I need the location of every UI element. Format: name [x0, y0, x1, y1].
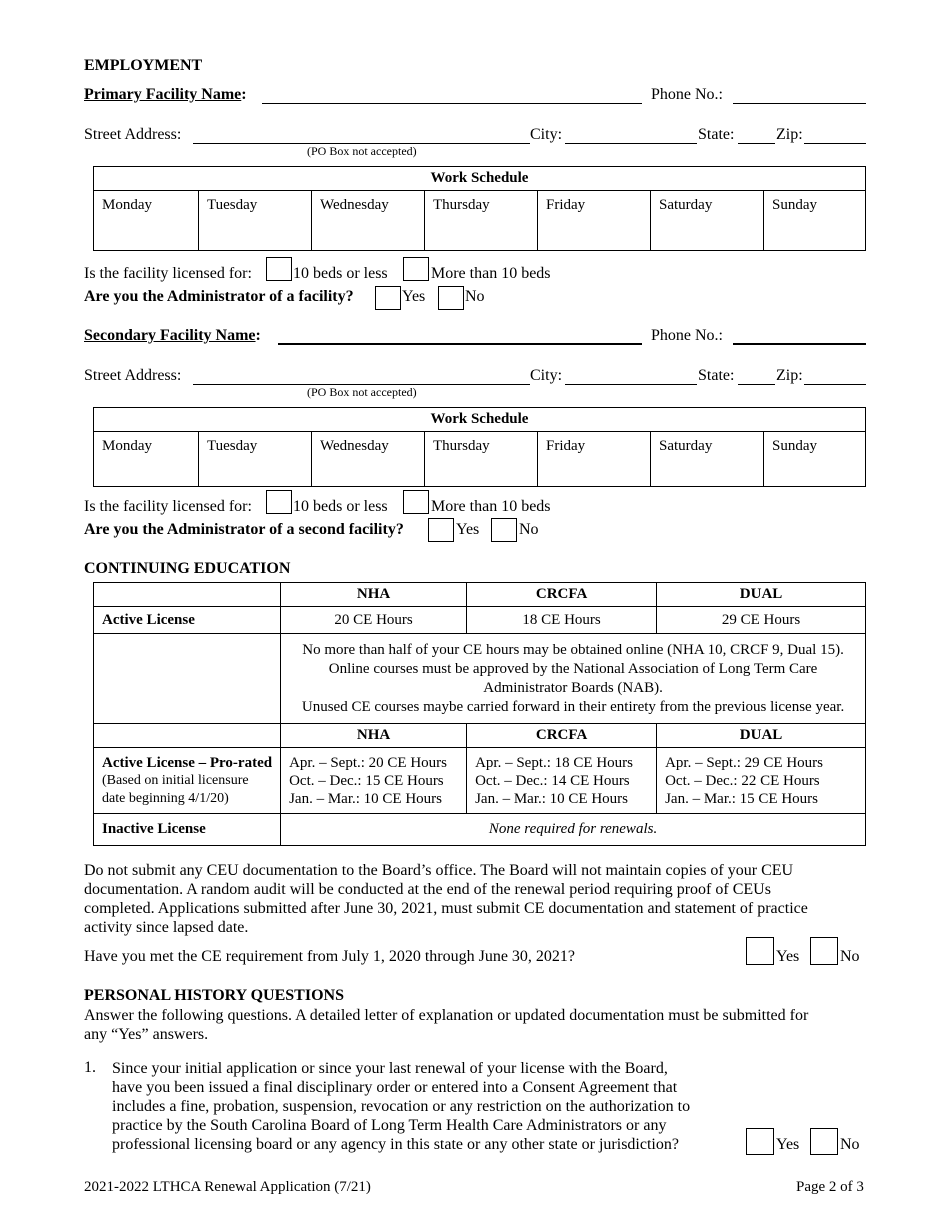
secondary-admin-yes-checkbox[interactable]	[428, 518, 454, 542]
secondary-admin-yes-label: Yes	[456, 521, 480, 538]
ce-no-checkbox[interactable]	[810, 937, 838, 965]
history-q1-text: Since your initial application or since your last renewal of your license with the Board, have you been issued a final disciplinary order or entered into a Consent Agreement that includes a fine, probation, suspension, revocation or any restriction on the authorization to practice by the South Carolina Board of Long Term Health Care Administrators or any professional licensing board or any agency in this state or any other state or jurisdiction?	[112, 1060, 691, 1153]
ce-note-line: Online courses must be approved by the National Association of Long Term Care	[328, 660, 818, 677]
secondary-state-label: State:	[698, 367, 735, 384]
primary-state-label: State:	[698, 126, 735, 143]
ce-inactive-label: Inactive License	[94, 814, 281, 846]
history-q1-number: 1.	[84, 1059, 96, 1076]
ce-prorated-nha: Apr. – Sept.: 20 CE Hours Oct. – Dec.: 15 CE Hours Jan. – Mar.: 10 CE Hours	[281, 748, 467, 814]
primary-city-label: City:	[530, 126, 563, 143]
ce-yes-checkbox[interactable]	[746, 937, 774, 965]
schedule-day-monday[interactable]: Monday	[94, 191, 199, 251]
ce-heading: CONTINUING EDUCATION	[84, 560, 291, 577]
secondary-10-beds-label: 10 beds or less	[293, 498, 388, 515]
ce-prorated-dual: Apr. – Sept.: 29 CE Hours Oct. – Dec.: 22 CE Hours Jan. – Mar.: 15 CE Hours	[657, 748, 866, 814]
primary-more-beds-label: More than 10 beds	[431, 265, 551, 282]
ce-col-nha: NHA	[281, 583, 467, 607]
schedule-day-saturday[interactable]: Saturday	[651, 191, 764, 251]
secondary-facility-name-field[interactable]	[278, 343, 642, 345]
ce-prorated-label: Active License – Pro-rated (Based on initial licensure date beginning 4/1/20)	[94, 748, 281, 814]
primary-licensed-label: Is the facility licensed for:	[84, 265, 252, 282]
secondary-admin-question: Are you the Administrator of a second facility?	[84, 521, 404, 538]
footer-page-number: Page 2 of 3	[796, 1179, 864, 1195]
primary-admin-yes-label: Yes	[402, 288, 426, 305]
primary-state-field[interactable]	[738, 143, 775, 144]
schedule-day-monday[interactable]: Monday	[94, 432, 199, 487]
primary-facility-label: Primary Facility Name:	[84, 86, 247, 103]
ce-note-line: Unused CE courses maybe carried forward in their entirety from the previous license year.	[301, 698, 845, 715]
history-q1-no-checkbox[interactable]	[810, 1128, 838, 1155]
secondary-work-schedule-table	[93, 407, 866, 487]
employment-heading: EMPLOYMENT	[84, 57, 203, 74]
ce-notes-blank	[94, 634, 281, 724]
schedule-day-sunday[interactable]: Sunday	[764, 432, 866, 487]
ce-col-crcfa: CRCFA	[467, 583, 657, 607]
ce-col-dual-2: DUAL	[657, 724, 866, 748]
primary-street-label: Street Address:	[84, 126, 182, 143]
ce-col-crcfa-2: CRCFA	[467, 724, 657, 748]
ce-documentation-paragraph: Do not submit any CEU documentation to the Board’s office. The Board will not maintain copies of your CEU documentation. A random audit will be conducted at the end of the renewal period requiring proof of CEUs completed. Applications submitted after June 30, 2021, must submit CE documentation and statement of practice activity since lapsed date.	[84, 862, 808, 936]
secondary-zip-label: Zip:	[776, 367, 803, 384]
secondary-admin-no-label: No	[519, 521, 539, 538]
history-heading: PERSONAL HISTORY QUESTIONS	[84, 987, 344, 1004]
history-q1-no-label: No	[840, 1136, 860, 1153]
schedule-day-sunday[interactable]: Sunday	[764, 191, 866, 251]
work-schedule-title: Work Schedule	[94, 167, 866, 191]
primary-city-field[interactable]	[565, 143, 697, 144]
primary-phone-field[interactable]	[733, 103, 866, 104]
secondary-city-label: City:	[530, 367, 563, 384]
primary-admin-no-checkbox[interactable]	[438, 286, 464, 310]
ce-col-nha-2: NHA	[281, 724, 467, 748]
secondary-city-field[interactable]	[565, 384, 697, 385]
ce-notes	[281, 634, 866, 724]
ce-prorated-crcfa: Apr. – Sept.: 18 CE Hours Oct. – Dec.: 14 CE Hours Jan. – Mar.: 10 CE Hours	[467, 748, 657, 814]
ce-note-line: Administrator Boards (NAB).	[483, 679, 663, 696]
schedule-day-thursday[interactable]: Thursday	[425, 191, 538, 251]
schedule-day-tuesday[interactable]: Tuesday	[199, 191, 312, 251]
primary-phone-label: Phone No.:	[651, 86, 723, 103]
secondary-licensed-label: Is the facility licensed for:	[84, 498, 252, 515]
ce-active-crcfa: 18 CE Hours	[467, 607, 657, 634]
primary-admin-yes-checkbox[interactable]	[375, 286, 401, 310]
schedule-day-wednesday[interactable]: Wednesday	[312, 191, 425, 251]
footer-form-id: 2021-2022 LTHCA Renewal Application (7/21)	[84, 1179, 371, 1195]
schedule-day-tuesday[interactable]: Tuesday	[199, 432, 312, 487]
ce-yes-label: Yes	[776, 948, 800, 965]
secondary-phone-field[interactable]	[733, 343, 866, 345]
schedule-day-saturday[interactable]: Saturday	[651, 432, 764, 487]
ce-blank-header	[94, 583, 281, 607]
ce-col-dual: DUAL	[657, 583, 866, 607]
primary-work-schedule-table	[93, 166, 866, 251]
ce-active-license-label: Active License	[94, 607, 281, 634]
secondary-street-label: Street Address:	[84, 367, 182, 384]
primary-facility-name-field[interactable]	[262, 103, 642, 104]
ce-active-dual: 29 CE Hours	[657, 607, 866, 634]
primary-more-beds-checkbox[interactable]	[403, 257, 429, 281]
schedule-day-friday[interactable]: Friday	[538, 432, 651, 487]
secondary-zip-field[interactable]	[804, 384, 866, 385]
primary-10-beds-label: 10 beds or less	[293, 265, 388, 282]
ce-requirements-table	[93, 582, 866, 846]
primary-admin-no-label: No	[465, 288, 485, 305]
primary-10-beds-checkbox[interactable]	[266, 257, 292, 281]
secondary-state-field[interactable]	[738, 384, 775, 385]
ce-blank-header-2	[94, 724, 281, 748]
ce-requirement-question: Have you met the CE requirement from July 1, 2020 through June 30, 2021?	[84, 948, 576, 965]
secondary-facility-label: Secondary Facility Name:	[84, 327, 261, 344]
primary-zip-label: Zip:	[776, 126, 803, 143]
secondary-po-note: (PO Box not accepted)	[307, 385, 417, 399]
ce-no-label: No	[840, 948, 860, 965]
secondary-more-beds-checkbox[interactable]	[403, 490, 429, 514]
secondary-10-beds-checkbox[interactable]	[266, 490, 292, 514]
history-intro: Answer the following questions. A detailed letter of explanation or updated documentation must be submitted for any “Yes” answers.	[84, 1007, 809, 1043]
schedule-day-thursday[interactable]: Thursday	[425, 432, 538, 487]
schedule-day-wednesday[interactable]: Wednesday	[312, 432, 425, 487]
secondary-phone-label: Phone No.:	[651, 327, 723, 344]
history-q1-yes-checkbox[interactable]	[746, 1128, 774, 1155]
ce-note-line: No more than half of your CE hours may be obtained online (NHA 10, CRCF 9, Dual 15).	[302, 641, 844, 658]
secondary-more-beds-label: More than 10 beds	[431, 498, 551, 515]
ce-active-nha: 20 CE Hours	[281, 607, 467, 634]
ce-inactive-value: None required for renewals.	[281, 814, 866, 846]
primary-zip-field[interactable]	[804, 143, 866, 144]
secondary-admin-no-checkbox[interactable]	[491, 518, 517, 542]
schedule-day-friday[interactable]: Friday	[538, 191, 651, 251]
history-q1-yes-label: Yes	[776, 1136, 800, 1153]
primary-admin-question: Are you the Administrator of a facility?	[84, 288, 354, 305]
primary-po-note: (PO Box not accepted)	[307, 144, 417, 158]
work-schedule-title: Work Schedule	[94, 408, 866, 432]
